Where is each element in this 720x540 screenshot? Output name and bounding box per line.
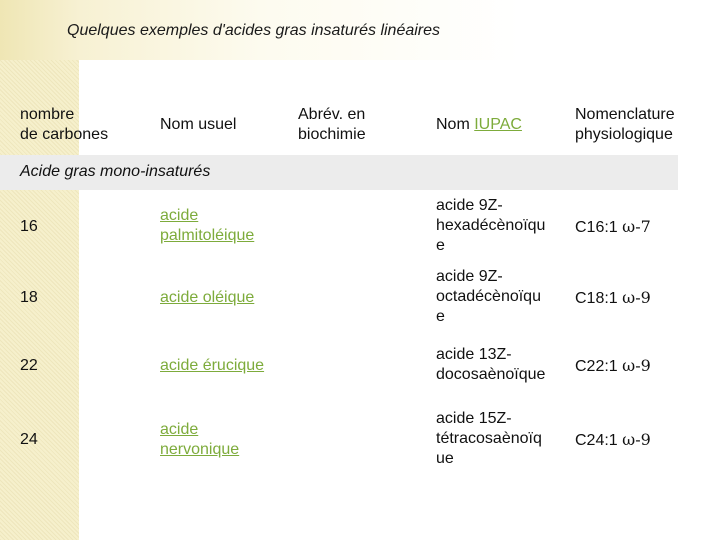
header-iupac: Nom IUPAC: [436, 116, 522, 133]
header-usual-name: Nom usuel: [160, 116, 237, 133]
row-22-iupac: acide 13Z- docosaènoïque: [436, 346, 546, 383]
page-title: Quelques exemples d'acides gras insaturés linéaires: [67, 22, 441, 39]
header-carbons: nombre de carbones: [20, 106, 109, 143]
row-18-physio: C18:1 ω-9: [575, 288, 651, 307]
row-16-name[interactable]: acide palmitoléique: [160, 207, 255, 244]
section-label: Acide gras mono-insaturés: [20, 163, 211, 180]
row-16-iupac: acide 9Z- hexadécènoïqu e: [436, 197, 546, 254]
row-18-iupac: acide 9Z- octadécènoïqu e: [436, 268, 541, 325]
row-24-name[interactable]: acide nervonique: [160, 421, 240, 458]
iupac-link[interactable]: IUPAC: [474, 116, 522, 133]
decorative-left-band: [0, 0, 79, 540]
row-24-physio: C24:1 ω-9: [575, 430, 651, 449]
row-24-carbons: 24: [20, 431, 38, 448]
header-physio: Nomenclature physiologique: [575, 106, 675, 143]
row-22-name[interactable]: acide érucique: [160, 357, 265, 374]
row-22-carbons: 22: [20, 357, 38, 374]
header-abbrev: Abrév. en biochimie: [298, 106, 366, 143]
row-16-carbons: 16: [20, 218, 38, 235]
row-24-iupac: acide 15Z- tétracosaènoïq ue: [436, 410, 542, 467]
row-18-carbons: 18: [20, 289, 38, 306]
row-18-name[interactable]: acide oléique: [160, 289, 255, 306]
row-16-physio: C16:1 ω-7: [575, 217, 651, 236]
row-22-physio: C22:1 ω-9: [575, 356, 651, 375]
